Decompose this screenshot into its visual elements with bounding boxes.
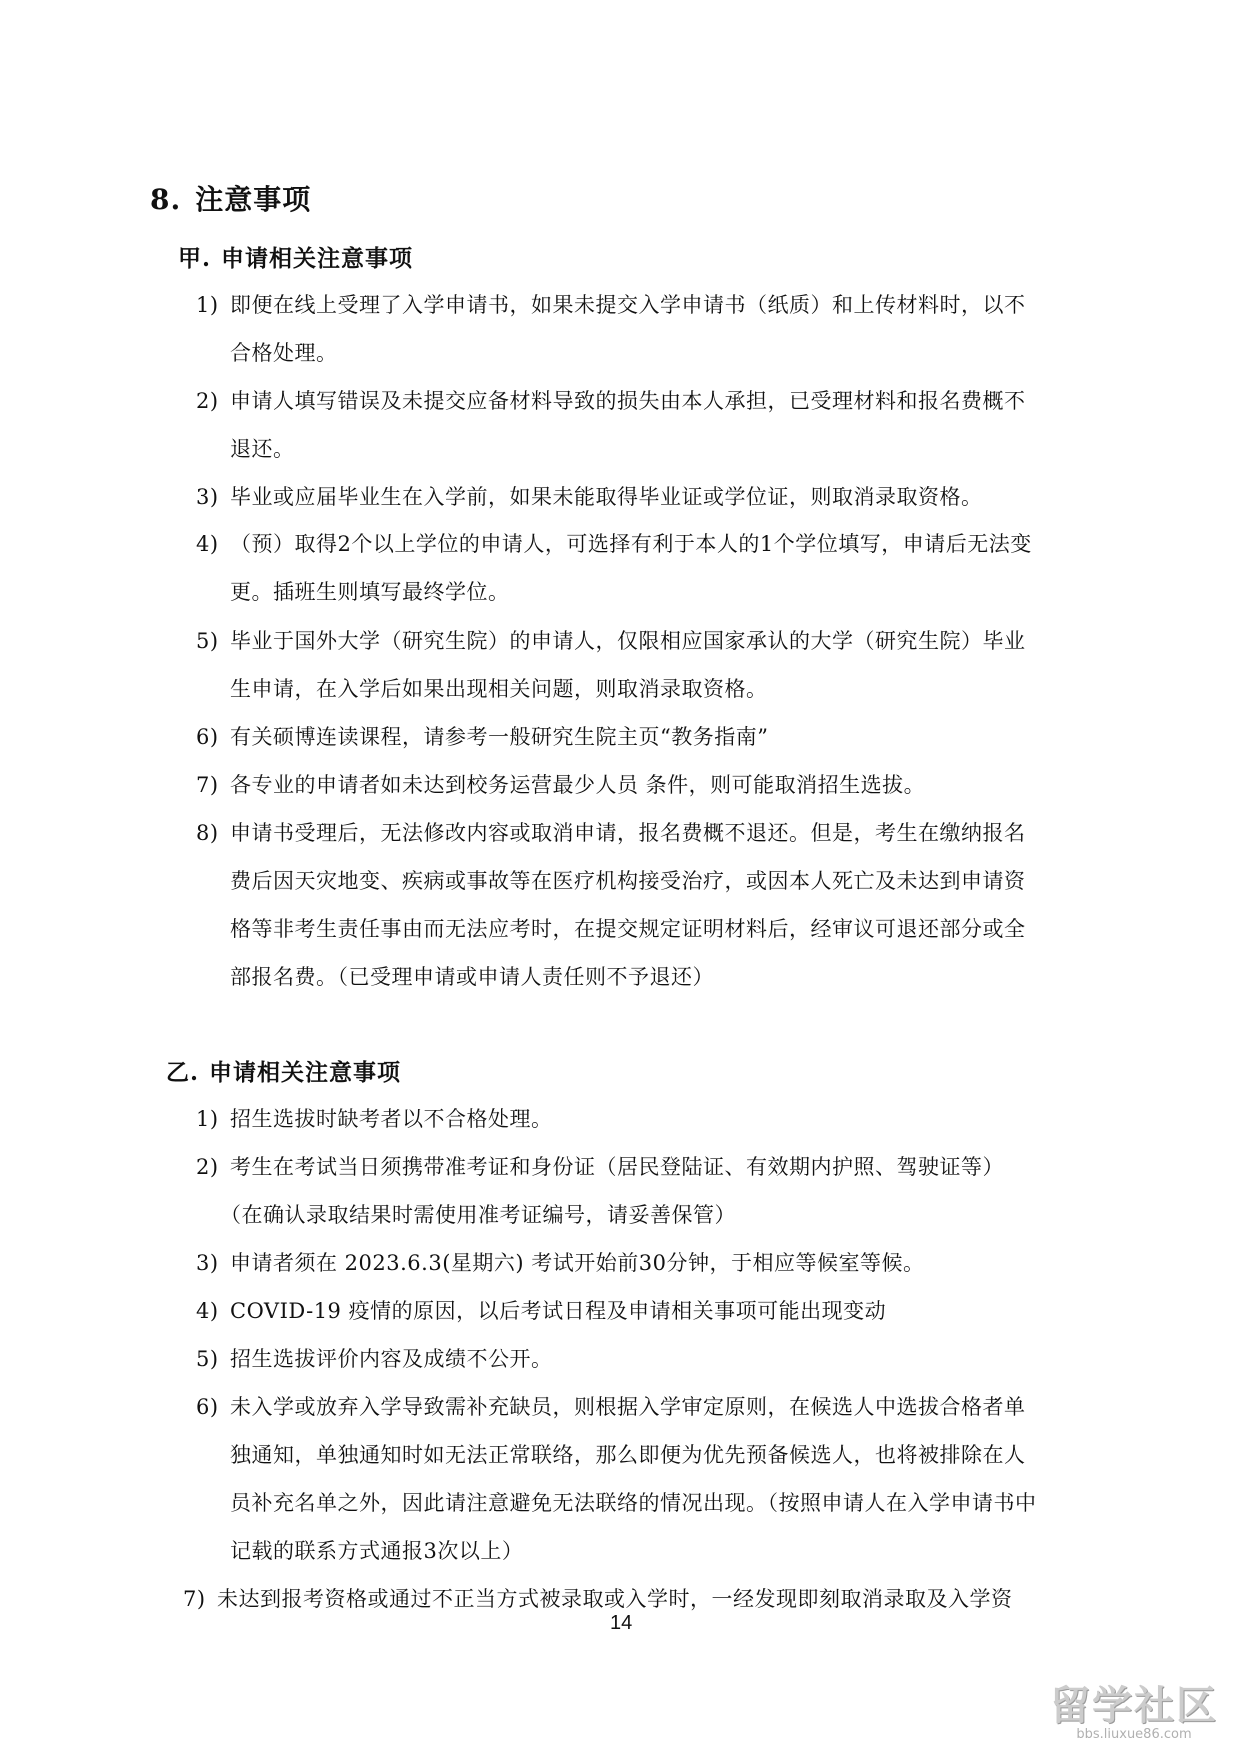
subsection-heading-a xyxy=(178,240,413,273)
list-item: 6) 未入学或放弃入学导致需补充缺员，则根据入学审定原则，在候选人中选拔合格者单 xyxy=(196,1395,1026,1419)
list-item-continuation: 生申请，在入学后如果出现相关问题，则取消录取资格。 xyxy=(230,677,768,701)
subsection-title-a: 申请相关注意事项 xyxy=(221,245,414,272)
list-item-continuation: 员补充名单之外，因此请注意避免无法联络的情况出现。（按照申请人在入学申请书中 xyxy=(230,1491,1037,1515)
subsection-mark-a: 甲. xyxy=(178,245,212,272)
list-item-continuation: 费后因天灾地变、疾病或事故等在医疗机构接受治疗，或因本人死亡及未达到申请资 xyxy=(230,869,1026,893)
watermark-brand: 留学社区 xyxy=(1050,1683,1218,1729)
subsection-heading-b xyxy=(166,1054,401,1087)
section-title: 注意事项 xyxy=(195,183,312,216)
list-item: 3) 申请者须在 2023.6.3(星期六) 考试开始前30分钟，于相应等候室等候。 xyxy=(196,1251,925,1275)
list-item-continuation: 记载的联系方式通报3次以上） xyxy=(230,1539,524,1563)
list-item: 5) 招生选拔评价内容及成绩不公开。 xyxy=(196,1347,553,1371)
list-item-continuation: 格等非考生责任事由而无法应考时，在提交规定证明材料后，经审议可退还部分或全 xyxy=(230,917,1026,941)
list-item: 1) 招生选拔时缺考者以不合格处理。 xyxy=(196,1107,553,1131)
list-item: 2) 申请人填写错误及未提交应备材料导致的损失由本人承担，已受理材料和报名费概不 xyxy=(196,389,1026,413)
list-item: 8) 申请书受理后，无法修改内容或取消申请，报名费概不退还。但是，考生在缴纳报名 xyxy=(196,821,1026,845)
section-heading xyxy=(150,178,311,218)
list-item: 7) 各专业的申请者如未达到校务运营最少人员 条件，则可能取消招生选拔。 xyxy=(196,773,926,797)
subsection-mark-b: 乙. xyxy=(166,1059,200,1086)
list-item-continuation: 部报名费。（已受理申请或申请人责任则不予退还） xyxy=(230,965,714,989)
list-item: 3) 毕业或应届毕业生在入学前，如果未能取得毕业证或学位证，则取消录取资格。 xyxy=(196,485,983,509)
list-item: 5) 毕业于国外大学（研究生院）的申请人，仅限相应国家承认的大学（研究生院）毕业 xyxy=(196,629,1026,653)
watermark-url: bbs.liuxue86.com xyxy=(1076,1727,1192,1742)
list-item-continuation: （在确认录取结果时需使用准考证编号，请妥善保管） xyxy=(220,1203,736,1227)
page-number: 14 xyxy=(610,1612,633,1634)
subsection-title-b: 申请相关注意事项 xyxy=(209,1059,402,1086)
list-item: 4) COVID-19 疫情的原因，以后考试日程及申请相关事项可能出现变动 xyxy=(196,1299,887,1323)
list-item: 2) 考生在考试当日须携带准考证和身份证（居民登陆证、有效期内护照、驾驶证等） xyxy=(196,1155,1004,1179)
section-number: 8. xyxy=(150,183,182,216)
list-item: 6) 有关硕博连读课程，请参考一般研究生院主页“教务指南” xyxy=(196,725,769,749)
list-item-continuation: 合格处理。 xyxy=(230,341,338,365)
list-item: 7) 未达到报考资格或通过不正当方式被录取或入学时，一经发现即刻取消录取及入学资 xyxy=(183,1587,1013,1611)
list-item: 1) 即便在线上受理了入学申请书，如果未提交入学申请书（纸质）和上传材料时，以不 xyxy=(196,293,1026,317)
list-item-continuation: 退还。 xyxy=(230,437,295,461)
list-item: 4) （预）取得2个以上学位的申请人，可选择有利于本人的1个学位填写，申请后无法变 xyxy=(196,532,1032,556)
site-watermark xyxy=(1050,1674,1218,1742)
list-item-continuation: 更。插班生则填写最终学位。 xyxy=(230,580,510,604)
list-item-continuation: 独通知，单独通知时如无法正常联络，那么即便为优先预备候选人，也将被排除在人 xyxy=(230,1443,1026,1467)
